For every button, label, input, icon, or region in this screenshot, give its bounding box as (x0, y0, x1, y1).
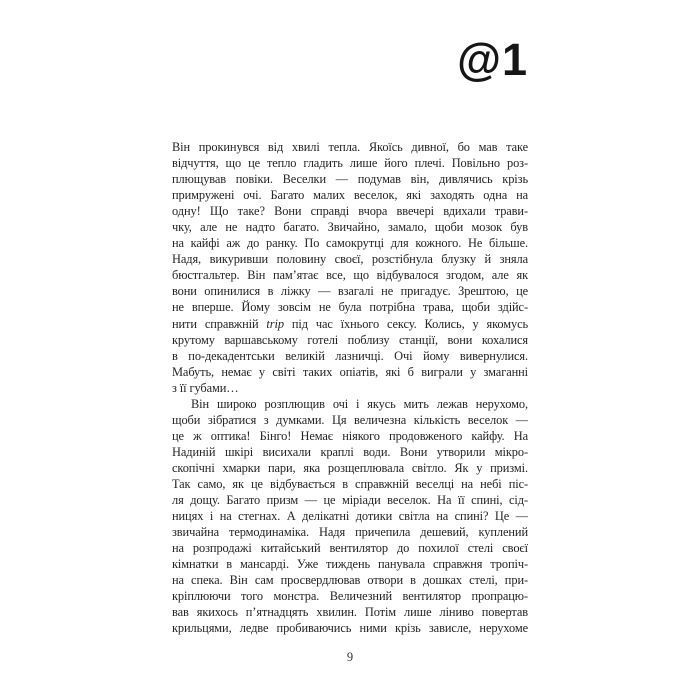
text-line: кімнатки в мансарді. Уже тиждень панувала справжня тропіч- (172, 557, 528, 572)
text-line: відчуття, що це тепло гладить лише його плечі. Повільно роз- (172, 156, 528, 171)
text-line: плющував повіки. Веселки — подумав він, дивлячись крізь (172, 172, 528, 187)
text-line: на спека. Він сам просвердлював отвори в дошках стелі, при- (172, 573, 528, 588)
text-line: на розпродажі китайський вентилятор до похилої стелі своєї (172, 541, 528, 556)
text-line: чку, але не надто багато. Звичайно, замало, щоби мозок був (172, 220, 528, 235)
text-segment: нити справжній (172, 316, 259, 331)
page-number: 9 (346, 650, 354, 664)
text-line: кріплюючи того монстра. Величезний вентилятор пропрацю- (172, 589, 528, 604)
text-line: ницях і на стегнах. А делікатні дотики світла на спині? Це — (172, 509, 528, 524)
paragraph-2 (172, 396, 528, 637)
text-line: на кайфі аж до ранку. По самокрутці для кожного. Не більше. (172, 236, 528, 251)
text-line: Він широко розплющив очі і якусь мить лежав нерухомо, (191, 396, 528, 411)
text-line: одну! Що таке? Вони справді вчора ввечері вдихали трави- (172, 204, 528, 219)
body-text (172, 139, 528, 636)
paragraph-1 (172, 139, 528, 396)
text-line: не вперше. Йому зовсім не була потрібна трава, щоби здійс- (172, 300, 528, 315)
text-line: Так само, як це відбувається в справжній веселці на небі піс- (172, 476, 528, 491)
text-line: крильцями, ледве пробиваючись ними крізь зависле, нерухоме (172, 621, 528, 636)
text-line: Надиній шкірі висихали краплі води. Вони утворили мікро- (172, 444, 528, 459)
text-line: звичайна термодинаміка. Надя причепила дешевий, куплений (172, 525, 528, 540)
text-line: в по-декадентськи великій лазничці. Очі йому вивернулися. (172, 348, 528, 363)
text-line: вав якихось п’ятнадцять хвилин. Потім лише ліниво повертав (172, 605, 528, 620)
text-line: бюстгальтер. Він пам’ятає все, що відбувалося згодом, але як (172, 268, 528, 283)
text-line: це ж оптика! Бінго! Немає ніякого продовженого кайфу. На (172, 428, 528, 443)
text-line: вони опинилися в ліжку — взагалі не пригадує. Зрештою, це (172, 284, 528, 299)
text-segment: під час їхнього сексу. Колись, у якомусь (291, 316, 528, 331)
text-line: скопічні хмарки пари, яка розщеплювала світло. Як у призмі. (172, 460, 528, 475)
chapter-number-heading: @1 (457, 34, 528, 85)
text-line: примружені очі. Багато малих веселок, які заходять одна на (172, 188, 528, 203)
text-line: крутому варшавському готелі поблизу станції, вони кохалися (172, 332, 528, 347)
text-line: Він прокинувся від хвилі тепла. Якоїсь дивної, бо мав таке (172, 140, 528, 154)
text-line: з її губами… (172, 380, 239, 395)
text-line: щоби зібратися з думками. Ця величезна кількість веселок — (172, 412, 528, 427)
text-line: Надя, викуривши половину своєї, розстібнула блузку й зняла (172, 252, 528, 267)
italic-word: trip (266, 316, 284, 331)
text-line: ля дощу. Багато призм — це міріади веселок. На її спині, сід- (172, 493, 528, 508)
text-line-with-italic (172, 316, 528, 332)
text-line: Мабуть, немає у світі таких опіатів, які б виграли у змаганні (172, 364, 528, 379)
